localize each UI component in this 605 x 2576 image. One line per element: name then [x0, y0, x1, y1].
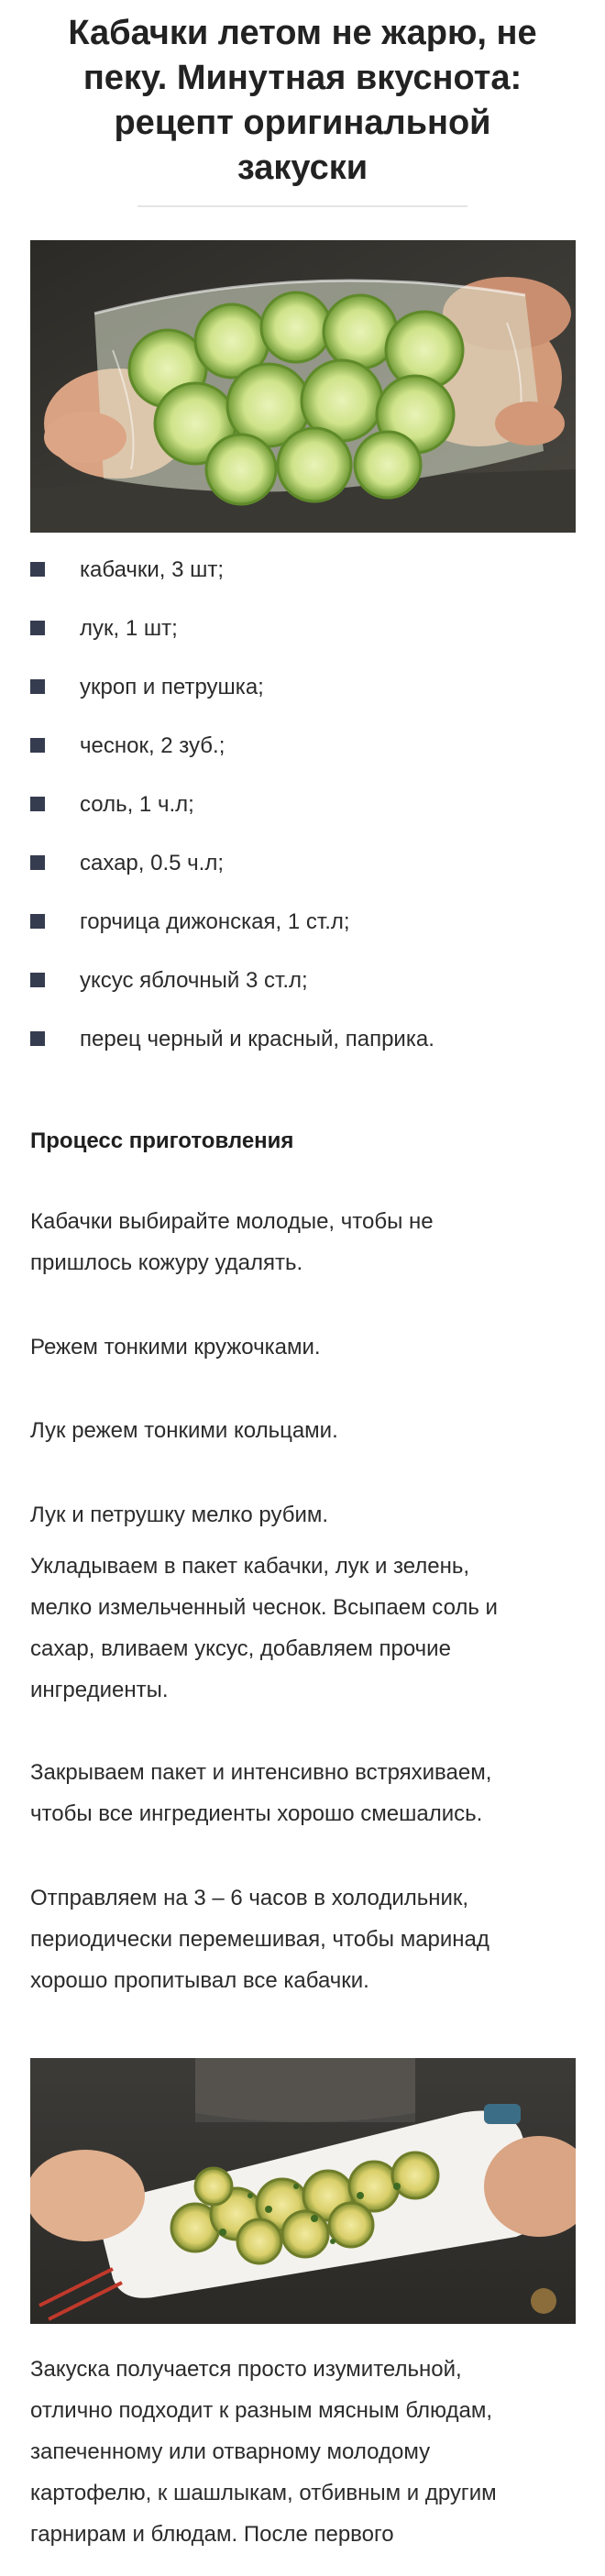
step-paragraph: Лук режем тонкими кольцами.: [30, 1418, 338, 1443]
square-bullet-icon: [30, 914, 45, 929]
square-bullet-icon: [30, 679, 45, 694]
closing-paragraph: Закуска получается просто изумительной, отлично подходит к разным мясным блюдам, запеченному или отварному молодому картофелю, к шашлыкам, отбивным и другим гарнирам и блюдам. После первого: [30, 2357, 497, 2547]
step-paragraph: Кабачки выбирайте молодые, чтобы не пришлось кожуру удалять.: [30, 1209, 434, 1275]
ingredient-text: лук, 1 шт;: [80, 616, 178, 641]
process-heading: Процесс приготовления: [30, 1128, 294, 1153]
list-item: [0, 667, 605, 704]
ingredient-text: чеснок, 2 зуб.;: [80, 733, 226, 758]
ingredient-text: сахар, 0.5 ч.л;: [80, 851, 224, 875]
list-item: [0, 961, 605, 997]
square-bullet-icon: [30, 738, 45, 753]
ingredient-text: кабачки, 3 шт;: [80, 557, 225, 582]
ingredient-text: укроп и петрушка;: [80, 675, 264, 699]
list-item: [0, 843, 605, 880]
square-bullet-icon: [30, 797, 45, 811]
served-zucchini-plate-photo: [30, 2058, 576, 2324]
ingredient-text: горчица дижонская, 1 ст.л;: [80, 909, 350, 934]
zucchini-in-bag-photo: [30, 240, 576, 533]
ingredient-text: перец черный и красный, паприка.: [80, 1027, 434, 1051]
step-paragraph: Режем тонкими кружочками.: [30, 1335, 321, 1360]
step-paragraph: Лук и петрушку мелко рубим.: [30, 1503, 329, 1527]
square-bullet-icon: [30, 621, 45, 635]
article-title: Кабачки летом не жарю, не пеку. Минутная вкуснота: рецепт оригинальной закуски: [68, 14, 537, 187]
list-item: [0, 902, 605, 939]
list-item: [0, 609, 605, 645]
square-bullet-icon: [30, 562, 45, 577]
list-item: [0, 550, 605, 587]
square-bullet-icon: [30, 973, 45, 987]
list-item: [0, 785, 605, 821]
title-divider: [138, 205, 468, 207]
step-paragraph: Отправляем на 3 – 6 часов в холодильник, периодически перемешивая, чтобы маринад хорошо пропитывал все кабачки.: [30, 1886, 490, 1993]
list-item: [0, 1019, 605, 1056]
square-bullet-icon: [30, 1031, 45, 1046]
step-paragraph: Закрываем пакет и интенсивно встряхиваем, чтобы все ингредиенты хорошо смешались.: [30, 1760, 492, 1826]
list-item: [0, 726, 605, 763]
ingredient-text: уксус яблочный 3 ст.л;: [80, 968, 308, 993]
step-paragraph: Укладываем в пакет кабачки, лук и зелень, мелко измельченный чеснок. Всыпаем соль и сахар, вливаем уксус, добавляем прочие ингредиенты.: [30, 1554, 498, 1702]
ingredient-text: соль, 1 ч.л;: [80, 792, 194, 817]
square-bullet-icon: [30, 855, 45, 870]
